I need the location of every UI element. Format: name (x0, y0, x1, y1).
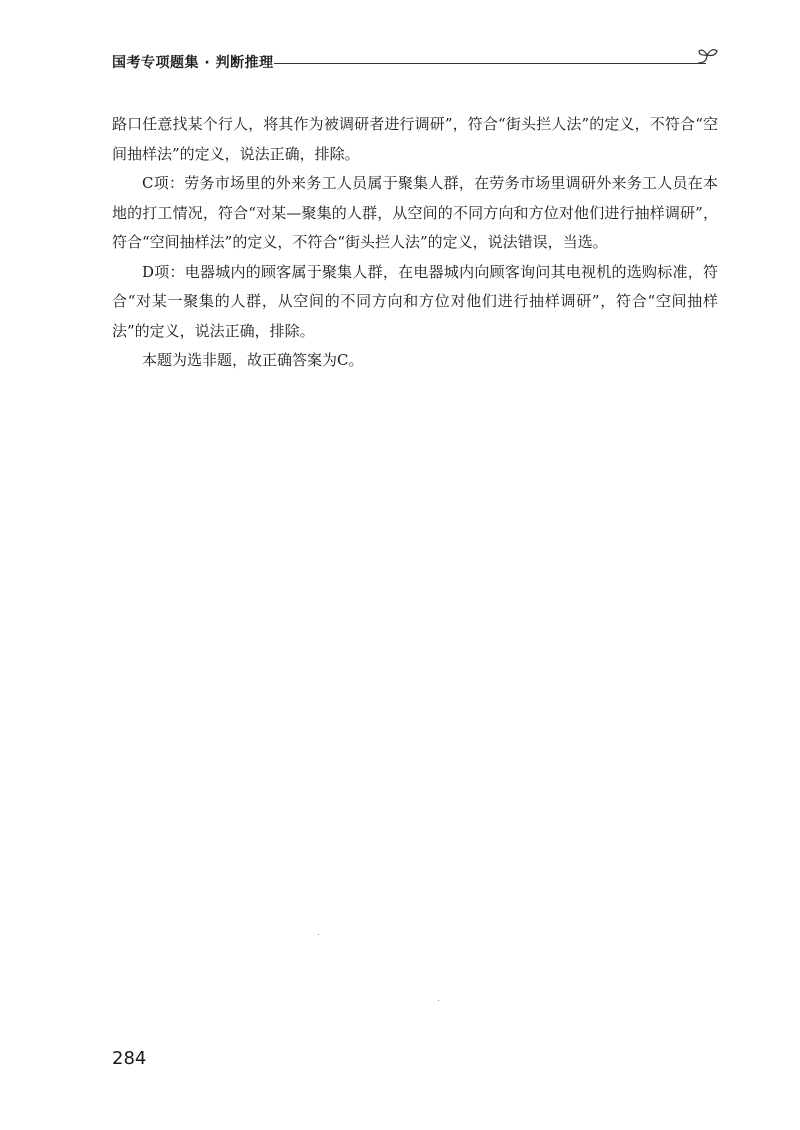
paragraph-continuation: 路口任意找某个行人，将其作为被调研者进行调研”，符合“街头拦人法”的定义，不符合“空间抽样法”的定义，说法正确，排除。 (112, 115, 718, 163)
sprout-icon (695, 46, 721, 72)
body-text (112, 110, 718, 376)
paragraph-option-c: C项：劳务市场里的外来务工人员属于聚集人群，在劳务市场里调研外来务工人员在本地的打工情况，符合“对某—聚集的人群，从空间的不同方向和方位对他们进行抽样调研”，符合“空间抽样法”的定义，不符合“街头拦人法”的定义，说法错误，当选。 (112, 174, 718, 251)
page-number: 284 (112, 1048, 147, 1069)
header-title: 国考专项题集 · 判断推理 (112, 55, 274, 71)
scan-speck (318, 934, 319, 935)
running-header (112, 46, 718, 76)
paragraph-option-d: D项：电器城内的顾客属于聚集人群，在电器城内向顾客询问其电视机的选购标准，符合“对某一聚集的人群，从空间的不同方向和方位对他们进行抽样调研”，符合“空间抽样法”的定义，说法正确，排除。 (112, 262, 718, 340)
header-rule (274, 63, 706, 64)
paragraph-conclusion: 本题为选非题，故正确答案为C。 (142, 351, 364, 369)
scan-speck (438, 1000, 439, 1001)
